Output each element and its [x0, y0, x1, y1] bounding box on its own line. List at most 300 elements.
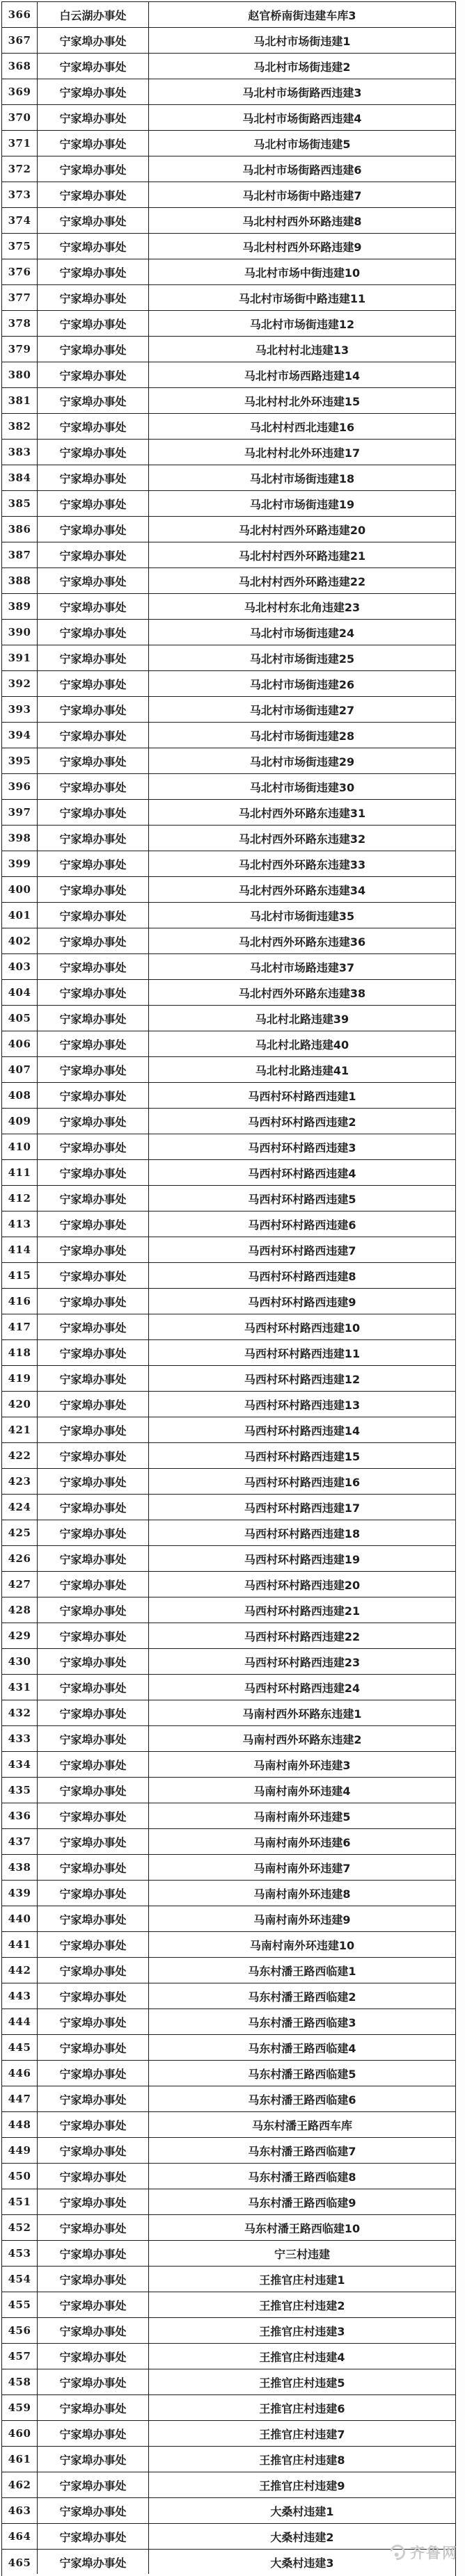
row-number-cell: 421 [2, 1417, 38, 1442]
row-number-cell: 399 [2, 851, 38, 876]
row-number-cell: 453 [2, 2241, 38, 2266]
row-number-cell: 395 [2, 748, 38, 773]
violation-name-cell: 马南村西外环路东违建1 [242, 1707, 362, 1721]
row-number-cell: 400 [2, 877, 38, 902]
table-row [2, 954, 455, 980]
office-cell: 宁家埠办事处 [38, 1109, 149, 1134]
row-number-cell: 449 [2, 2138, 38, 2163]
office-cell: 宁家埠办事处 [38, 1623, 149, 1648]
table-row [2, 1803, 455, 1829]
table-row [2, 928, 455, 954]
row-number-cell: 405 [2, 1006, 38, 1031]
table-row [2, 723, 455, 748]
table-row [2, 2318, 455, 2344]
table-row [2, 2524, 455, 2550]
row-number-cell: 458 [2, 2369, 38, 2394]
table-row [2, 1649, 455, 1675]
office-cell: 宁家埠办事处 [38, 1031, 149, 1056]
office-cell: 宁家埠办事处 [38, 1597, 149, 1623]
office-cell: 宁家埠办事处 [38, 1906, 149, 1931]
office-cell: 宁家埠办事处 [38, 2035, 149, 2060]
office-cell: 宁家埠办事处 [38, 2164, 149, 2189]
row-number-cell: 372 [2, 156, 38, 182]
row-number-cell: 440 [2, 1906, 38, 1931]
violation-name-cell: 马北村市场街违建19 [249, 497, 355, 511]
row-number-cell: 417 [2, 1314, 38, 1339]
table-row [2, 440, 455, 465]
table-row [2, 1417, 455, 1443]
office-cell: 宁家埠办事处 [38, 2009, 149, 2034]
row-number-cell: 396 [2, 774, 38, 799]
row-number-cell: 451 [2, 2189, 38, 2214]
table-row [2, 542, 455, 568]
violation-name-cell: 马北村村西外环路违建8 [242, 214, 362, 228]
row-number-cell: 377 [2, 285, 38, 310]
row-number-cell: 371 [2, 131, 38, 156]
office-cell: 宁家埠办事处 [38, 1134, 149, 1159]
table-row [2, 1983, 455, 2009]
violation-name-cell: 大桑村违建2 [270, 2530, 334, 2544]
office-cell: 宁家埠办事处 [38, 542, 149, 567]
row-number-cell: 373 [2, 182, 38, 207]
office-cell: 宁家埠办事处 [38, 1932, 149, 1957]
violation-name-cell: 马南村南外环违建7 [253, 1861, 351, 1875]
violation-name-cell: 马北村市场街违建2 [253, 60, 351, 74]
table-row [2, 1752, 455, 1778]
table-row [2, 1469, 455, 1495]
violation-name-cell: 马南村南外环违建6 [253, 1835, 351, 1849]
office-cell: 宁家埠办事处 [38, 1314, 149, 1339]
row-number-cell: 383 [2, 440, 38, 465]
office-cell: 宁家埠办事处 [38, 1289, 149, 1314]
row-number-cell: 394 [2, 723, 38, 748]
table-row [2, 1443, 455, 1469]
violation-name-cell: 马东村潘王路西临建8 [248, 2170, 356, 2184]
row-number-cell: 434 [2, 1752, 38, 1777]
office-cell: 宁家埠办事处 [38, 671, 149, 696]
row-number-cell: 446 [2, 2061, 38, 2086]
table-row [2, 1211, 455, 1237]
table-row [2, 1495, 455, 1520]
office-cell: 宁家埠办事处 [38, 1649, 149, 1674]
row-number-cell: 459 [2, 2395, 38, 2420]
violation-name-cell: 王推官庄村违建3 [259, 2324, 345, 2338]
violation-name-cell: 马北村市场街违建5 [253, 137, 351, 151]
office-cell: 宁家埠办事处 [38, 1392, 149, 1417]
table-row [2, 2215, 455, 2241]
table-row [2, 388, 455, 414]
violation-name-cell: 马北村村西北违建16 [249, 420, 355, 434]
office-cell: 宁家埠办事处 [38, 1958, 149, 1983]
violation-name-cell: 马北村市场街中路违建11 [238, 291, 366, 305]
violation-name-cell: 王推官庄村违建8 [259, 2453, 345, 2467]
table-row [2, 1932, 455, 1958]
table-row [2, 1829, 455, 1855]
table-row [2, 337, 455, 362]
violation-name-cell: 马北村市场街违建18 [249, 472, 355, 485]
table-row [2, 362, 455, 388]
table-row [2, 826, 455, 851]
violation-name-cell: 王推官庄村违建4 [259, 2350, 345, 2364]
office-cell: 宁家埠办事处 [38, 1546, 149, 1571]
table-row [2, 1906, 455, 1932]
table-row [2, 2112, 455, 2138]
violation-name-cell: 马西村环村路西违建2 [248, 1115, 356, 1129]
office-cell: 宁家埠办事处 [38, 2112, 149, 2137]
violation-name-cell: 马北村北路违建41 [255, 1063, 349, 1077]
table-row [2, 2395, 455, 2421]
office-cell: 宁家埠办事处 [38, 594, 149, 619]
table-row [2, 2, 455, 28]
office-cell: 宁家埠办事处 [38, 337, 149, 362]
row-number-cell: 441 [2, 1932, 38, 1957]
office-cell: 宁家埠办事处 [38, 208, 149, 233]
table-row [2, 1392, 455, 1417]
violation-name-cell: 马北村村西外环路违建22 [238, 574, 366, 588]
row-number-cell: 414 [2, 1237, 38, 1262]
office-cell: 宁家埠办事处 [38, 1829, 149, 1854]
table-row [2, 1237, 455, 1263]
table-row [2, 594, 455, 620]
violation-name-cell: 马北村市场街违建29 [249, 755, 355, 768]
office-cell: 宁家埠办事处 [38, 2369, 149, 2394]
violation-name-cell: 王推官庄村违建7 [259, 2427, 345, 2441]
office-cell: 宁家埠办事处 [38, 388, 149, 413]
row-number-cell: 398 [2, 826, 38, 851]
violation-name-cell: 马北村村北外环违建15 [244, 394, 361, 408]
office-cell: 宁家埠办事处 [38, 954, 149, 979]
violation-name-cell: 马西村环村路西违建21 [244, 1604, 361, 1618]
row-number-cell: 382 [2, 414, 38, 439]
table-row [2, 774, 455, 800]
table-row [2, 156, 455, 182]
table-row [2, 2472, 455, 2498]
violation-name-cell: 马北村北路违建39 [255, 1012, 349, 1026]
office-cell: 宁家埠办事处 [38, 1572, 149, 1597]
office-cell: 宁家埠办事处 [38, 2447, 149, 2472]
office-cell: 宁家埠办事处 [38, 105, 149, 130]
violation-name-cell: 马北村村西外环路违建20 [238, 523, 366, 537]
watermark-text: 齐鲁网 [410, 2545, 458, 2561]
table-row [2, 1109, 455, 1134]
office-cell: 宁家埠办事处 [38, 1778, 149, 1803]
row-number-cell: 380 [2, 362, 38, 387]
row-number-cell: 439 [2, 1881, 38, 1906]
table-row [2, 2138, 455, 2164]
row-number-cell: 428 [2, 1597, 38, 1623]
row-number-cell: 445 [2, 2035, 38, 2060]
office-cell: 宁家埠办事处 [38, 1237, 149, 1262]
table-row [2, 1366, 455, 1392]
row-number-cell: 366 [2, 2, 38, 27]
table-row [2, 1597, 455, 1623]
office-cell: 宁家埠办事处 [38, 645, 149, 670]
office-cell: 宁家埠办事处 [38, 2498, 149, 2523]
office-cell: 白云湖办事处 [38, 2, 149, 27]
office-cell: 宁家埠办事处 [38, 800, 149, 825]
office-cell: 宁家埠办事处 [38, 877, 149, 902]
office-cell: 宁家埠办事处 [38, 1752, 149, 1777]
table-row [2, 1572, 455, 1597]
office-cell: 宁家埠办事处 [38, 903, 149, 928]
violation-name-cell: 王推官庄村违建2 [259, 2299, 345, 2312]
row-number-cell: 374 [2, 208, 38, 233]
office-cell: 宁家埠办事处 [38, 2550, 149, 2575]
office-cell: 宁家埠办事处 [38, 440, 149, 465]
office-cell: 宁家埠办事处 [38, 2472, 149, 2497]
row-number-cell: 370 [2, 105, 38, 130]
violation-name-cell: 马西村环村路西违建6 [248, 1218, 356, 1232]
office-cell: 宁家埠办事处 [38, 234, 149, 259]
row-number-cell: 433 [2, 1726, 38, 1751]
row-number-cell: 456 [2, 2318, 38, 2343]
row-number-cell: 392 [2, 671, 38, 696]
violation-name-cell: 王推官庄村违建5 [259, 2376, 345, 2390]
table-row [2, 1855, 455, 1881]
office-cell: 宁家埠办事处 [38, 774, 149, 799]
row-number-cell: 427 [2, 1572, 38, 1597]
violation-name-cell: 马西村环村路西违建9 [248, 1295, 356, 1309]
office-cell: 宁家埠办事处 [38, 2395, 149, 2420]
violation-name-cell: 马北村市场街违建24 [249, 626, 355, 640]
violation-name-cell: 马北村市场街违建25 [249, 652, 355, 666]
violation-name-cell: 马北村村西外环路违建9 [242, 240, 362, 254]
row-number-cell: 407 [2, 1057, 38, 1082]
table-row [2, 1958, 455, 1983]
violation-name-cell: 马南村南外环违建3 [253, 1758, 351, 1772]
table-row [2, 1263, 455, 1289]
violation-name-cell: 马南村南外环违建4 [253, 1784, 351, 1798]
violation-name-cell: 马北村市场街路西违建4 [242, 111, 362, 125]
table-row [2, 2447, 455, 2472]
office-cell: 宁家埠办事处 [38, 2344, 149, 2369]
violation-name-cell: 马西村环村路西违建23 [244, 1655, 361, 1669]
row-number-cell: 437 [2, 1829, 38, 1854]
violation-name-cell: 马西村环村路西违建16 [244, 1475, 361, 1489]
office-cell: 宁家埠办事处 [38, 1881, 149, 1906]
row-number-cell: 367 [2, 28, 38, 53]
office-cell: 宁家埠办事处 [38, 1700, 149, 1725]
table-row [2, 1314, 455, 1340]
row-number-cell: 386 [2, 517, 38, 542]
row-number-cell: 416 [2, 1289, 38, 1314]
table-row [2, 2267, 455, 2292]
office-cell: 宁家埠办事处 [38, 1443, 149, 1468]
office-cell: 宁家埠办事处 [38, 156, 149, 182]
row-number-cell: 412 [2, 1186, 38, 1211]
row-number-cell: 420 [2, 1392, 38, 1417]
row-number-cell: 443 [2, 1983, 38, 2009]
table-row [2, 1881, 455, 1906]
office-cell: 宁家埠办事处 [38, 1211, 149, 1237]
office-cell: 宁家埠办事处 [38, 2215, 149, 2240]
violation-name-cell: 马北村西外环路东违建32 [238, 832, 366, 846]
violation-name-cell: 马西村环村路西违建24 [244, 1681, 361, 1695]
qilu-logo-icon [387, 2542, 409, 2563]
office-cell: 宁家埠办事处 [38, 620, 149, 645]
violation-name-cell: 马西村环村路西违建15 [244, 1449, 361, 1463]
row-number-cell: 447 [2, 2086, 38, 2111]
table-row [2, 491, 455, 517]
violation-name-cell: 赵官桥南街违建车库3 [248, 8, 356, 22]
violation-name-cell: 马东村潘王路西临建4 [248, 2041, 356, 2055]
violation-name-cell: 马南村南外环违建5 [253, 1810, 351, 1824]
row-number-cell: 457 [2, 2344, 38, 2369]
office-cell: 宁家埠办事处 [38, 414, 149, 439]
table-row [2, 1006, 455, 1031]
violation-name-cell: 马北村市场街路西违建6 [242, 163, 362, 177]
row-number-cell: 448 [2, 2112, 38, 2137]
row-number-cell: 415 [2, 1263, 38, 1288]
row-number-cell: 464 [2, 2524, 38, 2549]
violation-name-cell: 马西村环村路西违建7 [248, 1243, 356, 1257]
table-row [2, 2369, 455, 2395]
violation-name-cell: 马北村村北违建13 [255, 343, 349, 357]
row-number-cell: 454 [2, 2267, 38, 2292]
row-number-cell: 375 [2, 234, 38, 259]
office-cell: 宁家埠办事处 [38, 2241, 149, 2266]
row-number-cell: 419 [2, 1366, 38, 1391]
violation-name-cell: 马西村环村路西违建3 [248, 1141, 356, 1154]
table-row [2, 1340, 455, 1366]
office-cell: 宁家埠办事处 [38, 182, 149, 207]
table-row [2, 851, 455, 877]
row-number-cell: 409 [2, 1109, 38, 1134]
row-number-cell: 391 [2, 645, 38, 670]
violation-name-cell: 马东村潘王路西车库 [251, 2118, 352, 2132]
violation-name-cell: 王推官庄村违建1 [259, 2273, 345, 2287]
table-row [2, 980, 455, 1006]
table-row [2, 79, 455, 105]
office-cell: 宁家埠办事处 [38, 748, 149, 773]
table-row [2, 800, 455, 826]
table-row [2, 1623, 455, 1649]
office-cell: 宁家埠办事处 [38, 1417, 149, 1442]
table-row [2, 697, 455, 723]
violation-name-cell: 马北村市场街违建1 [253, 34, 351, 48]
table-row [2, 517, 455, 542]
violation-name-cell: 马北村市场街违建35 [249, 909, 355, 923]
office-cell: 宁家埠办事处 [38, 131, 149, 156]
office-cell: 宁家埠办事处 [38, 2138, 149, 2163]
office-cell: 宁家埠办事处 [38, 491, 149, 516]
violation-name-cell: 马南村南外环违建8 [253, 1887, 351, 1901]
table-row [2, 568, 455, 594]
table-row [2, 1700, 455, 1726]
row-number-cell: 455 [2, 2292, 38, 2317]
office-cell: 宁家埠办事处 [38, 851, 149, 876]
row-number-cell: 424 [2, 1495, 38, 1520]
violation-name-cell: 马北村村东北角违建23 [244, 600, 361, 614]
office-cell: 宁家埠办事处 [38, 2086, 149, 2111]
violation-name-cell: 马西村环村路西违建22 [244, 1629, 361, 1643]
violation-name-cell: 马北村市场街中路违建7 [242, 188, 362, 202]
table-row [2, 1520, 455, 1546]
table-row [2, 1083, 455, 1109]
table-row [2, 2498, 455, 2524]
row-number-cell: 465 [2, 2550, 38, 2575]
violation-name-cell: 马北村村北外环违建17 [244, 446, 361, 460]
table-row [2, 182, 455, 208]
table-row [2, 234, 455, 259]
row-number-cell: 387 [2, 542, 38, 567]
violation-name-cell: 马西村环村路西违建8 [248, 1269, 356, 1283]
table-row [2, 2241, 455, 2267]
violation-name-cell: 大桑村违建3 [270, 2557, 334, 2570]
row-number-cell: 388 [2, 568, 38, 593]
table-row [2, 131, 455, 156]
violation-name-cell: 马西村环村路西违建19 [244, 1552, 361, 1566]
row-number-cell: 460 [2, 2421, 38, 2446]
violation-name-cell: 马东村潘王路西临建5 [248, 2067, 356, 2081]
row-number-cell: 369 [2, 79, 38, 104]
violation-name-cell: 马西村环村路西违建1 [248, 1089, 356, 1103]
office-cell: 宁家埠办事处 [38, 28, 149, 53]
row-number-cell: 452 [2, 2215, 38, 2240]
row-number-cell: 406 [2, 1031, 38, 1056]
office-cell: 宁家埠办事处 [38, 2061, 149, 2086]
table-row [2, 877, 455, 903]
row-number-cell: 436 [2, 1803, 38, 1828]
violation-name-cell: 马西村环村路西违建12 [244, 1372, 361, 1386]
row-number-cell: 408 [2, 1083, 38, 1108]
violation-name-cell: 马西村环村路西违建11 [244, 1346, 361, 1360]
table-row [2, 285, 455, 311]
office-cell: 宁家埠办事处 [38, 1006, 149, 1031]
row-number-cell: 426 [2, 1546, 38, 1571]
table-row [2, 1057, 455, 1083]
violation-name-cell: 马北村西外环路东违建38 [238, 986, 366, 1000]
row-number-cell: 378 [2, 311, 38, 336]
violation-name-cell: 马东村潘王路西临建2 [248, 1990, 356, 2004]
office-cell: 宁家埠办事处 [38, 1469, 149, 1494]
row-number-cell: 389 [2, 594, 38, 619]
table-row [2, 465, 455, 491]
office-cell: 宁家埠办事处 [38, 1855, 149, 1880]
office-cell: 宁家埠办事处 [38, 1366, 149, 1391]
office-cell: 宁家埠办事处 [38, 2292, 149, 2317]
violation-name-cell: 马北村市场中街违建10 [244, 266, 361, 280]
violation-name-cell: 马东村潘王路西临建7 [248, 2144, 356, 2158]
office-cell: 宁家埠办事处 [38, 1495, 149, 1520]
watermark [390, 2542, 458, 2563]
office-cell: 宁家埠办事处 [38, 2524, 149, 2549]
table-row [2, 1186, 455, 1211]
violation-name-cell: 宁三村违建 [274, 2247, 330, 2261]
row-number-cell: 403 [2, 954, 38, 979]
row-number-cell: 438 [2, 1855, 38, 1880]
table-row [2, 2164, 455, 2189]
violation-name-cell: 大桑村违建1 [270, 2504, 334, 2518]
row-number-cell: 410 [2, 1134, 38, 1159]
violation-name-cell: 马东村潘王路西临建10 [244, 2221, 361, 2235]
violation-name-cell: 马东村潘王路西临建1 [248, 1964, 356, 1978]
violation-name-cell: 马北村市场路违建37 [249, 960, 355, 974]
row-number-cell: 379 [2, 337, 38, 362]
row-number-cell: 390 [2, 620, 38, 645]
row-number-cell: 413 [2, 1211, 38, 1237]
row-number-cell: 450 [2, 2164, 38, 2189]
office-cell: 宁家埠办事处 [38, 723, 149, 748]
violation-name-cell: 马北村村西外环路违建21 [238, 549, 366, 563]
office-cell: 宁家埠办事处 [38, 2318, 149, 2343]
table-row [2, 903, 455, 928]
office-cell: 宁家埠办事处 [38, 697, 149, 722]
row-number-cell: 462 [2, 2472, 38, 2497]
table-row [2, 1134, 455, 1160]
row-number-cell: 411 [2, 1160, 38, 1185]
row-number-cell: 384 [2, 465, 38, 490]
